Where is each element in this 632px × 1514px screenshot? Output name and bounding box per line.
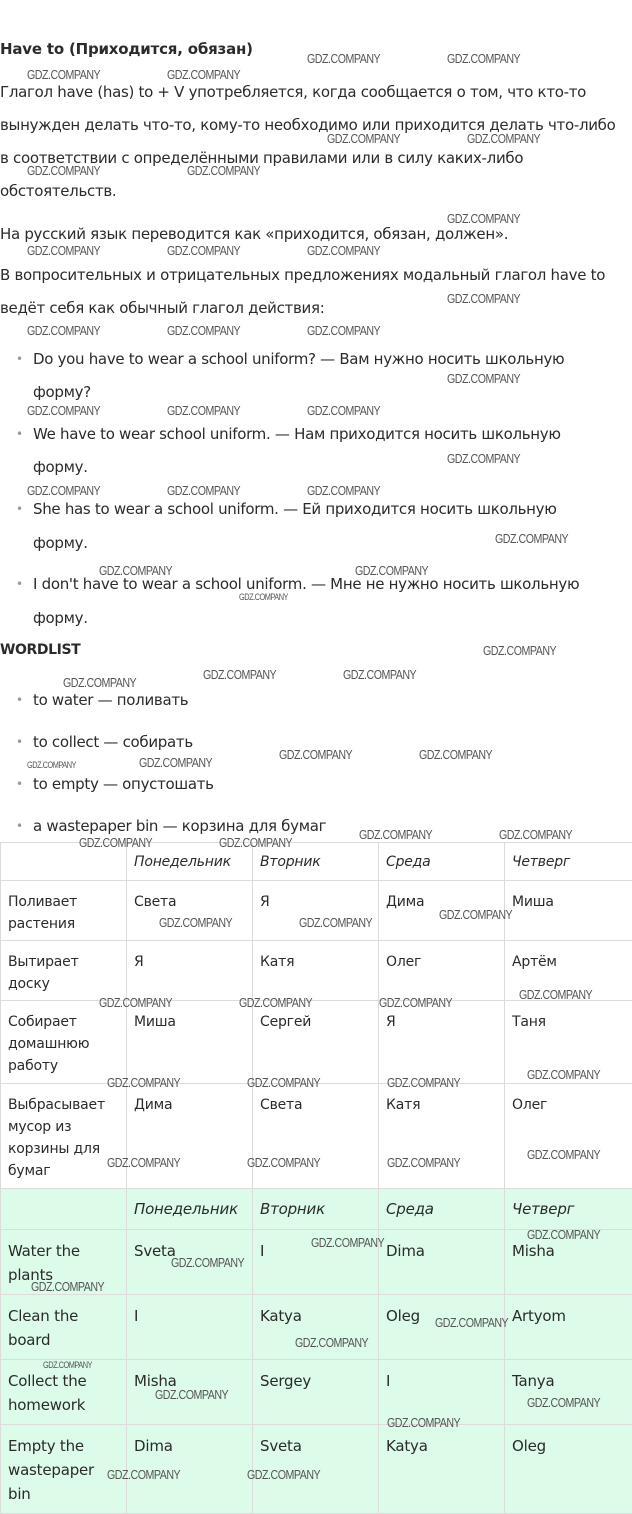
table-cell: Artyom [505, 1295, 632, 1360]
watermark: GDZ.COMPANY [159, 915, 232, 930]
table-cell: Я [379, 1001, 505, 1084]
table-cell: Katya [253, 1295, 379, 1360]
table-cell: Дима [379, 881, 505, 941]
table-cell: Миша [127, 1001, 253, 1084]
watermark: GDZ.COMPANY [187, 163, 260, 178]
watermark: GDZ.COMPANY [447, 371, 520, 386]
watermark: GDZ.COMPANY [447, 211, 520, 226]
table-header-cell: Четверг [505, 843, 632, 881]
watermark: GDZ.COMPANY [31, 1279, 104, 1294]
watermark: GDZ.COMPANY [307, 51, 380, 66]
watermark: GDZ.COMPANY [219, 835, 292, 850]
watermark: GDZ.COMPANY [247, 1467, 320, 1482]
table-cell: Выбрасывает мусор из корзины для бумаг [1, 1084, 127, 1189]
watermark: GDZ.COMPANY [527, 1395, 600, 1410]
table-header-cell [1, 1189, 127, 1230]
watermark: GDZ.COMPANY [527, 1227, 600, 1242]
section-heading: Have to (Приходится, обязан) [0, 40, 253, 58]
watermark: GDZ.COMPANY [167, 323, 240, 338]
watermark: GDZ.COMPANY [99, 995, 172, 1010]
table-header-cell: Понедельник [127, 1189, 253, 1230]
watermark: GDZ.COMPANY [447, 51, 520, 66]
table-header-cell: Среда [379, 1189, 505, 1230]
table-cell: Миша [505, 881, 632, 941]
watermark: GDZ.COMPANY [295, 1335, 368, 1350]
table-cell: Артём [505, 941, 632, 1001]
table-header-row [1, 843, 632, 881]
table-cell: Таня [505, 1001, 632, 1084]
table-header-cell: Понедельник [127, 843, 253, 881]
watermark: GDZ.COMPANY [299, 915, 372, 930]
watermark: GDZ.COMPANY [43, 1360, 92, 1370]
watermark: GDZ.COMPANY [99, 563, 172, 578]
watermark: GDZ.COMPANY [387, 1155, 460, 1170]
watermark: GDZ.COMPANY [239, 592, 288, 602]
example-4-line-2: форму. [33, 602, 88, 635]
watermark: GDZ.COMPANY [107, 1075, 180, 1090]
schedule-table-en [0, 1188, 632, 1514]
wordlist-item: • to water — поливать [33, 684, 188, 717]
table-cell: Dima [379, 1230, 505, 1295]
table-cell: Misha [505, 1230, 632, 1295]
watermark: GDZ.COMPANY [27, 163, 100, 178]
watermark: GDZ.COMPANY [447, 451, 520, 466]
table-row [1, 1295, 632, 1360]
watermark: GDZ.COMPANY [27, 243, 100, 258]
watermark: GDZ.COMPANY [359, 827, 432, 842]
wordlist-item: • to collect — собирать [33, 726, 193, 759]
table-cell: I [127, 1295, 253, 1360]
watermark: GDZ.COMPANY [387, 1415, 460, 1430]
table-cell: I [379, 1360, 505, 1425]
watermark: GDZ.COMPANY [439, 907, 512, 922]
table-cell: Олег [505, 1084, 632, 1189]
watermark: GDZ.COMPANY [63, 675, 136, 690]
table-cell: Sergey [253, 1360, 379, 1425]
watermark: GDZ.COMPANY [27, 403, 100, 418]
watermark: GDZ.COMPANY [307, 243, 380, 258]
table-cell: Collect the homework [1, 1360, 127, 1425]
table-row [1, 1230, 632, 1295]
table-row [1, 1084, 632, 1189]
paragraph-2: На русский язык переводится как «приходится, обязан, должен». [0, 218, 632, 251]
watermark: GDZ.COMPANY [167, 403, 240, 418]
table-row [1, 1001, 632, 1084]
watermark: GDZ.COMPANY [467, 131, 540, 146]
table-cell: Я [253, 881, 379, 941]
table-cell: Катя [379, 1084, 505, 1189]
watermark: GDZ.COMPANY [279, 747, 352, 762]
example-1-line-2: форму? [33, 376, 91, 409]
watermark: GDZ.COMPANY [27, 760, 76, 770]
watermark: GDZ.COMPANY [167, 243, 240, 258]
watermark: GDZ.COMPANY [519, 987, 592, 1002]
example-2-line-2: форму. [33, 451, 88, 484]
table-header-row [1, 1189, 632, 1230]
schedule-table-ru [0, 842, 632, 1189]
table-row [1, 1360, 632, 1425]
watermark: GDZ.COMPANY [343, 667, 416, 682]
table-header-cell: Четверг [505, 1189, 632, 1230]
watermark: GDZ.COMPANY [139, 755, 212, 770]
paragraph-3-line-2: ведёт себя как обычный глагол действия: [0, 292, 632, 325]
table-cell: Katya [379, 1425, 505, 1514]
table-cell: Света [127, 881, 253, 941]
wordlist-item: • a wastepaper bin — корзина для бумаг [33, 810, 326, 843]
watermark: GDZ.COMPANY [495, 531, 568, 546]
table-cell: Oleg [505, 1425, 632, 1514]
watermark: GDZ.COMPANY [307, 483, 380, 498]
example-3-line-2: форму. [33, 527, 88, 560]
table-cell: Sveta [253, 1425, 379, 1514]
table-cell: Поливает растения [1, 881, 127, 941]
table-row [1, 1425, 632, 1514]
table-cell: Я [127, 941, 253, 1001]
table-cell: Олег [379, 941, 505, 1001]
table-cell: Dima [127, 1425, 253, 1514]
table-cell: Сергей [253, 1001, 379, 1084]
watermark: GDZ.COMPANY [27, 67, 100, 82]
watermark: GDZ.COMPANY [239, 995, 312, 1010]
table-header-cell: Среда [379, 843, 505, 881]
watermark: GDZ.COMPANY [527, 1147, 600, 1162]
watermark: GDZ.COMPANY [307, 403, 380, 418]
watermark: GDZ.COMPANY [499, 827, 572, 842]
watermark: GDZ.COMPANY [435, 1315, 508, 1330]
table-cell: Clean the board [1, 1295, 127, 1360]
watermark: GDZ.COMPANY [27, 323, 100, 338]
watermark: GDZ.COMPANY [171, 1255, 244, 1270]
watermark: GDZ.COMPANY [447, 291, 520, 306]
table-cell: Empty the wastepaper bin [1, 1425, 127, 1514]
table-cell: Катя [253, 941, 379, 1001]
table-cell: I [253, 1230, 379, 1295]
table-cell: Oleg [379, 1295, 505, 1360]
paragraph-3-line-1: В вопросительных и отрицательных предложениях модальный глагол have to [0, 259, 632, 292]
wordlist-item: • to empty — опустошать [33, 768, 214, 801]
table-header-cell: Вторник [253, 1189, 379, 1230]
watermark: GDZ.COMPANY [379, 995, 452, 1010]
table-header-cell [1, 843, 127, 881]
watermark: GDZ.COMPANY [419, 747, 492, 762]
example-3-line-1: • She has to wear a school uniform. — Ей приходится носить школьную [33, 493, 557, 526]
paragraph-1-line-4: обстоятельств. [0, 175, 632, 208]
table-cell: Misha [127, 1360, 253, 1425]
table-header-cell: Вторник [253, 843, 379, 881]
watermark: GDZ.COMPANY [247, 1075, 320, 1090]
watermark: GDZ.COMPANY [167, 67, 240, 82]
table-cell: Света [253, 1084, 379, 1189]
watermark: GDZ.COMPANY [311, 1235, 384, 1250]
example-4-line-1: • I don't have to wear a school uniform. — Мне не нужно носить школьную [33, 568, 579, 601]
example-2-line-1: • We have to wear school uniform. — Нам приходится носить школьную [33, 418, 561, 451]
table-row [1, 881, 632, 941]
table-cell: Water the plants [1, 1230, 127, 1295]
paragraph-1-line-2: вынужден делать что-то, кому-то необходимо или приходится делать что-либо [0, 109, 632, 142]
watermark: GDZ.COMPANY [27, 483, 100, 498]
watermark: GDZ.COMPANY [107, 1467, 180, 1482]
watermark: GDZ.COMPANY [483, 643, 556, 658]
watermark: GDZ.COMPANY [107, 1155, 180, 1170]
watermark: GDZ.COMPANY [387, 1075, 460, 1090]
table-cell: Вытирает доску [1, 941, 127, 1001]
watermark: GDZ.COMPANY [203, 667, 276, 682]
watermark: GDZ.COMPANY [307, 323, 380, 338]
watermark: GDZ.COMPANY [247, 1155, 320, 1170]
paragraph-1-line-1: Глагол have (has) to + V употребляется, когда сообщается о том, что кто-то [0, 76, 632, 109]
table-cell: Дима [127, 1084, 253, 1189]
watermark: GDZ.COMPANY [79, 835, 152, 850]
watermark: GDZ.COMPANY [527, 1067, 600, 1082]
example-1-line-1: • Do you have to wear a school uniform? — Вам нужно носить школьную [33, 343, 564, 376]
watermark: GDZ.COMPANY [155, 1387, 228, 1402]
table-cell: Sveta [127, 1230, 253, 1295]
table-cell: Tanya [505, 1360, 632, 1425]
watermark: GDZ.COMPANY [327, 131, 400, 146]
table-row [1, 941, 632, 1001]
wordlist-title: WORDLIST [0, 642, 80, 658]
watermark: GDZ.COMPANY [355, 563, 428, 578]
watermark: GDZ.COMPANY [167, 483, 240, 498]
paragraph-1-line-3: в соответствии с определёнными правилами или в силу каких-либо [0, 142, 632, 175]
table-cell: Собирает домашнюю работу [1, 1001, 127, 1084]
